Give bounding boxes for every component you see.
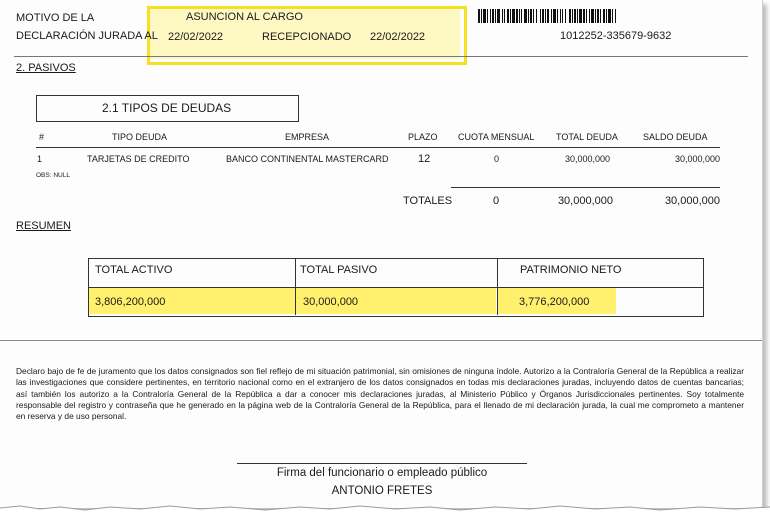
signature-name: ANTONIO FRETES xyxy=(331,485,433,497)
col-total: TOTAL DEUDA xyxy=(556,132,618,142)
recepcionado-label: RECEPCIONADO xyxy=(262,31,352,43)
resumen-header-patrimonio: PATRIMONIO NETO xyxy=(520,264,622,276)
motivo-value: ASUNCION AL CARGO xyxy=(186,11,303,23)
resumen-col-divider-1 xyxy=(295,259,296,315)
resumen-value-patrimonio: 3,776,200,000 xyxy=(519,296,590,308)
row-saldo: 30,000,000 xyxy=(674,154,720,164)
totales-line xyxy=(451,187,720,188)
row-plazo: 12 xyxy=(418,153,431,165)
totales-cuota: 0 xyxy=(493,195,500,207)
torn-edge xyxy=(0,500,770,519)
resumen-header-activo: TOTAL ACTIVO xyxy=(95,264,173,276)
motivo-label: MOTIVO DE LA xyxy=(16,12,95,24)
totales-total: 30,000,000 xyxy=(557,195,613,207)
barcode-bar xyxy=(616,9,617,23)
declaracion-label: DECLARACIÓN JURADA AL xyxy=(16,30,158,42)
col-num: # xyxy=(39,132,45,142)
col-tipo: TIPO DEUDA xyxy=(112,132,168,142)
barcode-number: 1012252-335679-9632 xyxy=(560,30,672,42)
fecha-recepcion: 22/02/2022 xyxy=(370,31,426,43)
fecha-declaracion: 22/02/2022 xyxy=(168,31,224,43)
table-header-line xyxy=(36,147,720,148)
row-empresa: BANCO CONTINENTAL MASTERCARD xyxy=(226,154,389,164)
row-cuota: 0 xyxy=(494,154,500,164)
resumen-header-pasivo: TOTAL PASIVO xyxy=(300,264,378,276)
col-saldo: SALDO DEUDA xyxy=(643,132,708,142)
totales-label: TOTALES xyxy=(403,195,453,207)
resumen-value-pasivo: 30,000,000 xyxy=(303,296,359,308)
col-empresa: EMPRESA xyxy=(285,132,330,142)
declaration-divider xyxy=(0,340,762,341)
header-divider xyxy=(14,56,748,57)
signature-label: Firma del funcionario o empleado público xyxy=(276,467,488,479)
row-total: 30,000,000 xyxy=(564,154,610,164)
col-plazo: PLAZO xyxy=(408,132,438,142)
declaration-text: Declaro bajo de fe de juramento que los datos consignados son fiel reflejo de mi situación patrimonial, sin omisiones de ninguna índole. Autorizo a la Contraloría General de la República a realizar las investigaciones que considere pertinentes, en territorio nacional como en el extranjero de los datos consignados en todas mis declaraciones juradas, incluyendo datos de cuentas bancarias; así también los autorizo a la Contraloría General de la República a dar a conocer mis declaraciones juradas, al Ministerio Público y Órganos Jurisdiccionales pertinentes. Soy totalmente responsable del registro y contraseña que he generado en la página web de la Contraloría General de la República, para el llenado de mi declaración jurada, la cual me comprometo a mantener en reserva y de uso personal. xyxy=(16,366,744,422)
resumen-value-activo: 3,806,200,000 xyxy=(95,296,166,308)
subsection-title: 2.1 TIPOS DE DEUDAS xyxy=(102,101,232,115)
resumen-col-divider-2 xyxy=(497,259,498,315)
signature-line xyxy=(237,463,527,464)
row-tipo: TARJETAS DE CREDITO xyxy=(87,154,190,164)
totales-saldo: 30,000,000 xyxy=(664,195,720,207)
barcode xyxy=(478,9,762,23)
obs-note: OBS: NULL xyxy=(36,172,70,179)
col-cuota: CUOTA MENSUAL xyxy=(458,132,535,142)
row-num: 1 xyxy=(37,154,43,164)
resumen-row-divider xyxy=(89,287,703,288)
section-title-pasivos: 2. PASIVOS xyxy=(16,62,76,74)
resumen-title: RESUMEN xyxy=(16,220,72,232)
